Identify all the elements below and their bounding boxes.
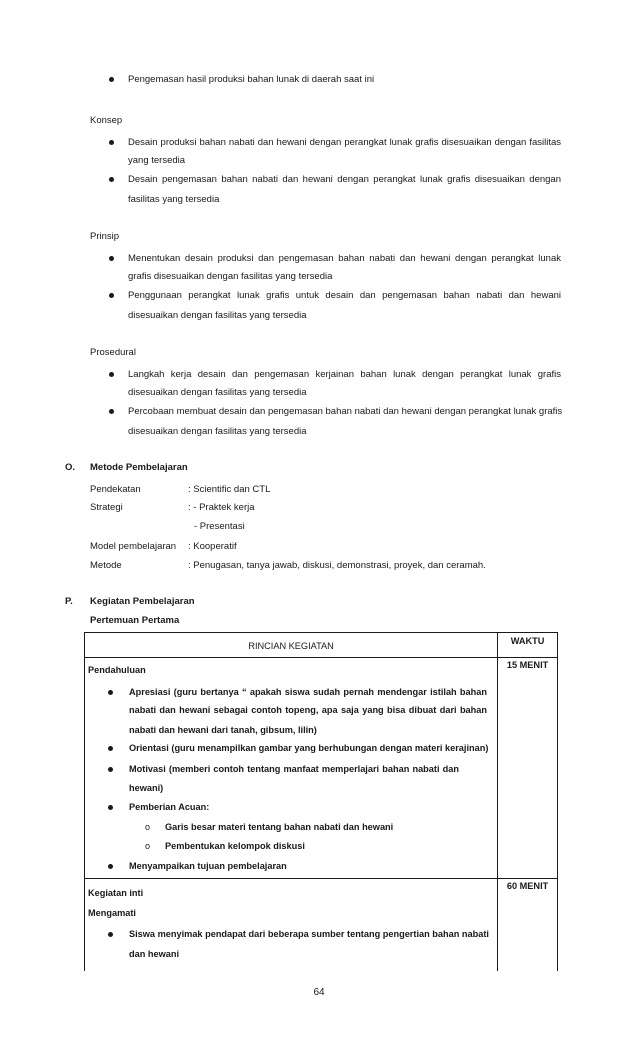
header-waktu-cell (498, 633, 558, 658)
metode-value-metode: : Penugasan, tanya jawab, diskusi, demonstrasi, proyek, dan ceramah. (188, 560, 486, 571)
apersiasi-line1: Apresiasi (guru bertanya “ apakah siswa sudah pernah mendengar istilah bahan (129, 687, 487, 697)
prosedural-item-2-line1: Percobaan membuat desain dan pengemasan bahan nabati dan hewani dengan perangkat lunak grafis (128, 406, 563, 417)
metode-label-strategi: Strategi (90, 502, 123, 513)
section-p-subtitle: Pertemuan Pertama (90, 615, 180, 626)
inti-waktu-cell (498, 879, 558, 972)
inti-item-line2: dan hewani (129, 949, 180, 959)
bullet-icon (108, 746, 113, 751)
circle-bullet-icon: o (145, 822, 151, 832)
bullet-icon (108, 864, 113, 869)
metode-value-strategi: : - Praktek kerja (188, 502, 255, 513)
bullet-icon (109, 293, 114, 298)
inti-title: Kegiatan inti (88, 888, 144, 898)
table-header-row (85, 633, 558, 658)
acuan-title: Pemberian Acuan: (129, 802, 210, 812)
inti-waktu: 60 MENIT (506, 881, 549, 891)
bullet-icon (109, 177, 114, 182)
mengamati-title: Mengamati (88, 908, 136, 918)
tujuan-text: Menyampaikan tujuan pembelajaran (129, 861, 287, 871)
section-o-letter: O. (65, 462, 76, 473)
motivasi-line1: Motivasi (memberi contoh tentang manfaat memperlajari bahan nabati dan (129, 764, 459, 774)
inti-cell (85, 879, 498, 972)
pendahuluan-waktu-cell (498, 658, 558, 879)
metode-value-presentasi: - Presentasi (194, 521, 245, 532)
header-rincian-cell (85, 633, 498, 658)
konsep-item-1-line1: Desain produksi bahan nabati dan hewani dengan perangkat lunak grafis disesuaikan dengan fasilitas (128, 137, 561, 148)
bullet-icon (109, 409, 114, 414)
bullet-icon (109, 77, 114, 82)
metode-label-pendekatan: Pendekatan (90, 484, 141, 495)
pendahuluan-cell (85, 658, 498, 879)
header-rincian: RINCIAN KEGIATAN (248, 641, 334, 651)
prosedural-item-1-line1: Langkah kerja desain dan pengemasan kerjainan bahan lunak dengan perangkat lunak grafis (128, 369, 561, 380)
apersiasi-line3: nabati dan hewani dari tanah, gibsum, lilin) (129, 725, 317, 735)
prosedural-item-2-line2: disesuaikan dengan fasilitas yang tersedia (128, 426, 307, 437)
prinsip-item-1-line2: grafis disesuaikan dengan fasilitas yang tersedia (128, 271, 333, 282)
table-row (85, 879, 558, 972)
bullet-icon (108, 932, 113, 937)
section-o-title: Metode Pembelajaran (90, 462, 188, 473)
intro-bullet-text: Pengemasan hasil produksi bahan lunak di daerah saat ini (128, 74, 375, 85)
header-waktu: WAKTU (510, 636, 545, 646)
metode-value-pendekatan: : Scientific dan CTL (188, 484, 271, 495)
prinsip-item-2-line1: Penggunaan perangkat lunak grafis untuk desain dan pengemasan bahan nabati dan hewani (128, 290, 561, 301)
page-number: 64 (313, 987, 325, 998)
table-row (85, 658, 558, 879)
bullet-icon (108, 805, 113, 810)
acuan-sub1: Garis besar materi tentang bahan nabati dan hewani (165, 822, 394, 832)
apersiasi-line2: nabati dan hewani sebagai contoh topeng, apa saja yang bisa dibuat dari bahan (129, 705, 487, 715)
bullet-icon (108, 690, 113, 695)
konsep-item-2-line1: Desain pengemasan bahan nabati dan hewani dengan perangkat lunak grafis disesuaikan dengan (128, 174, 561, 185)
prinsip-heading: Prinsip (90, 231, 120, 242)
prinsip-item-1-line1: Menentukan desain produksi dan pengemasan bahan nabati dan hewani dengan perangkat lunak (128, 253, 561, 264)
pendahuluan-title: Pendahuluan (88, 665, 146, 675)
inti-item-line1: Siswa menyimak pendapat dari beberapa sumber tentang pengertian bahan nabati (129, 929, 489, 939)
prosedural-item-1-line2: disesuaikan dengan fasilitas yang tersedia (128, 387, 307, 398)
metode-value-model: : Kooperatif (188, 541, 237, 552)
bullet-icon (109, 140, 114, 145)
acuan-sub2: Pembentukan kelompok diskusi (165, 841, 305, 851)
metode-label-metode: Metode (90, 560, 122, 571)
kegiatan-table (84, 632, 558, 971)
section-p-title: Kegiatan Pembelajaran (90, 596, 195, 607)
circle-bullet-icon: o (145, 841, 151, 851)
konsep-item-2-line2: fasilitas yang tersedia (128, 194, 220, 205)
section-p-letter: P. (65, 596, 73, 607)
metode-label-model: Model pembelajaran (90, 541, 177, 552)
konsep-item-1-line2: yang tersedia (128, 155, 186, 166)
prosedural-heading: Prosedural (90, 347, 136, 358)
pendahuluan-waktu: 15 MENIT (506, 660, 549, 670)
motivasi-line2: hewani) (129, 783, 164, 793)
bullet-icon (108, 767, 113, 772)
prinsip-item-2-line2: disesuaikan dengan fasilitas yang tersedia (128, 310, 307, 321)
bullet-icon (109, 372, 114, 377)
konsep-heading: Konsep (90, 115, 123, 126)
orientasi-text: Orientasi (guru menampilkan gambar yang berhubungan dengan materi kerajinan) (129, 743, 489, 753)
bullet-icon (109, 256, 114, 261)
